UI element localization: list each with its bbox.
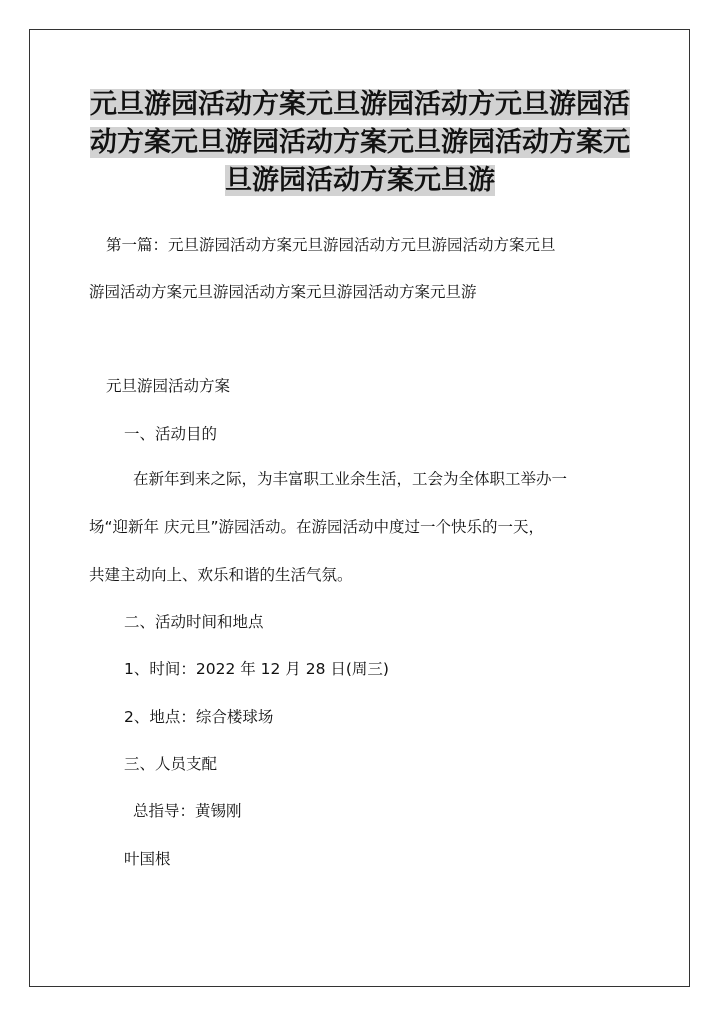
purpose-line-2: 场“迎新年 庆元旦”游园活动。在游园活动中度过一个快乐的一天， <box>89 518 544 536</box>
place-line: 2、地点：综合楼球场 <box>124 708 274 726</box>
director-line: 总指导：黄锡刚 <box>133 802 242 820</box>
purpose-line-3: 共建主动向上、欢乐和谐的生活气氛。 <box>89 566 353 584</box>
document-title <box>90 86 630 200</box>
heading-staffing: 三、人员支配 <box>124 755 218 773</box>
purpose-line-1: 在新年到来之际，为丰富职工业余生活，工会为全体职工举办一 <box>133 470 568 488</box>
time-line: 1、时间：2022 年 12 月 28 日(周三) <box>124 660 389 678</box>
plan-subtitle: 元旦游园活动方案 <box>106 377 231 395</box>
section-heading-line-1: 第一篇：元旦游园活动方案元旦游园活动方元旦游园活动方案元旦 <box>106 236 556 254</box>
section-heading-line-2: 游园活动方案元旦游园活动方案元旦游园活动方案元旦游 <box>89 283 477 301</box>
heading-time-place: 二、活动时间和地点 <box>124 613 264 631</box>
staff-name: 叶国根 <box>124 850 171 868</box>
heading-purpose: 一、活动目的 <box>124 425 218 443</box>
document-title-text: 元旦游园活动方案元旦游园活动方元旦游园活动方案元旦游园活动方案元旦游园活动方案元旦游园活动方案元旦游 <box>90 89 630 196</box>
